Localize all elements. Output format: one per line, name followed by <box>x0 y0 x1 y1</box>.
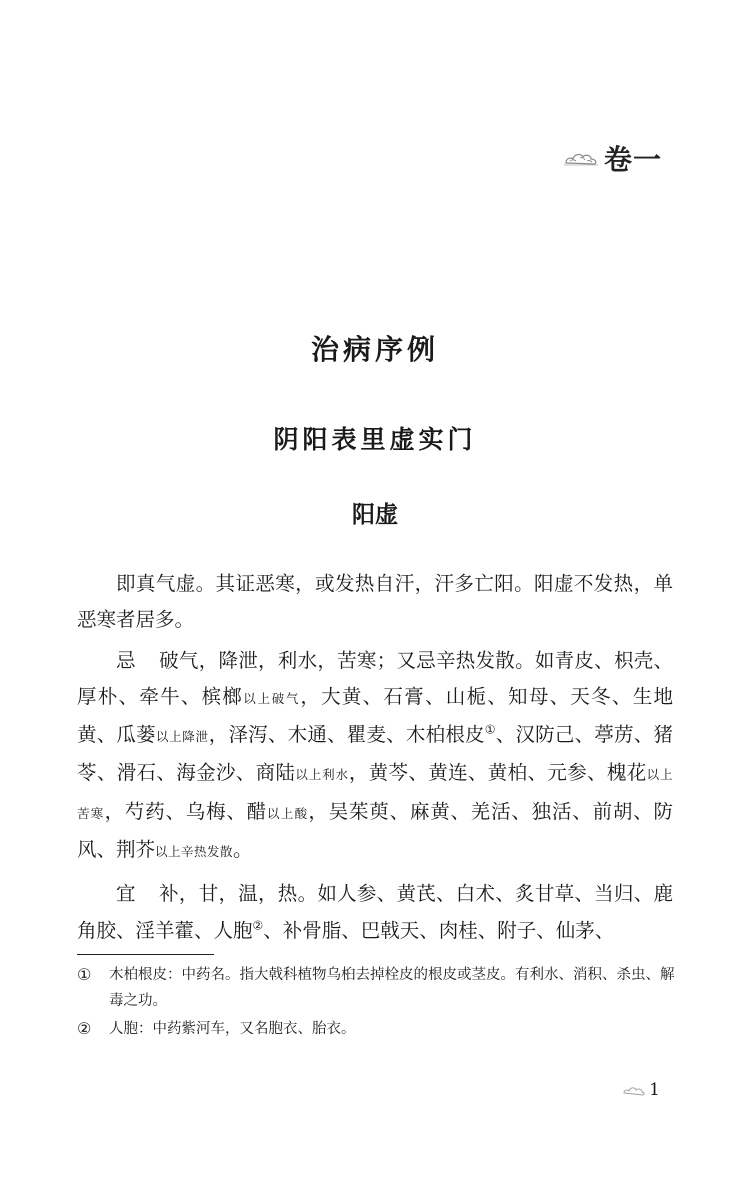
page-footer <box>623 1080 660 1100</box>
footnote-1 <box>77 962 677 1014</box>
annotation: 以上破气 <box>243 690 301 706</box>
annotation: 以上辛热发散 <box>155 844 234 860</box>
footnotes <box>77 962 677 1044</box>
footnote-2 <box>77 1016 677 1042</box>
footnote-divider <box>77 954 214 955</box>
footnote-ref-2[interactable]: ② <box>252 918 264 933</box>
footnote-ref-1[interactable]: ① <box>484 722 496 737</box>
page-number: 1 <box>649 1080 660 1100</box>
cloud-icon <box>564 149 598 167</box>
avoid-label: 忌 <box>116 648 136 672</box>
paragraph-definition: 即真气虚。其证恶寒，或发热自汗，汗多亡阳。阳虚不发热，单恶寒者居多。 <box>77 572 673 632</box>
annotation: 以上利水 <box>295 767 349 783</box>
footnote-mark: ② <box>77 1019 92 1038</box>
paragraph-avoid: 忌 破气，降泄，利水，苦寒；又忌辛热发散。如青皮、枳壳、厚朴、牵牛、槟榔以上破气，大黄、石膏、山栀、知母、天冬、生地黄、瓜蒌以上降泄，泽泻、木通、瞿麦、木柏根皮①、汉防己、葶苈、猪苓、滑石、海金沙、商陆以上利水，黄芩、黄连、黄柏、元参、槐花以上苦寒，芍药、乌梅、醋以上酸，吴茱萸、麻黄、羌活、独活、前胡、防风、荆芥以上辛热发散。 <box>77 643 673 871</box>
footnote-mark: ① <box>77 965 92 984</box>
volume-title: 卷一 <box>603 143 662 176</box>
suitable-label: 宜 <box>116 882 136 906</box>
footnote-text: 人胞：中药紫河车，又名胞衣、胎衣。 <box>109 1021 356 1037</box>
volume-header <box>564 138 662 178</box>
annotation: 以上降泄 <box>155 729 209 745</box>
footnote-text: 木柏根皮：中药名。指大戟科植物乌桕去掉栓皮的根皮或茎皮。有利水、消积、杀虫、解毒之功。 <box>109 967 675 1009</box>
section-title: 阴阳表里虚实门 <box>273 425 477 454</box>
body-text <box>77 566 673 955</box>
chapter-title: 治病序例 <box>310 333 439 366</box>
subsection-title: 阳虚 <box>352 502 398 528</box>
annotation: 以上酸 <box>267 805 309 821</box>
annotation: 以上苦寒 <box>77 767 673 821</box>
paragraph-suitable: 宜 补，甘，温，热。如人参、黄芪、白术、炙甘草、当归、鹿角胶、淫羊藿、人胞②、补骨脂、巴戟天、肉桂、附子、仙茅、 <box>77 876 673 949</box>
cloud-icon <box>623 1084 645 1096</box>
